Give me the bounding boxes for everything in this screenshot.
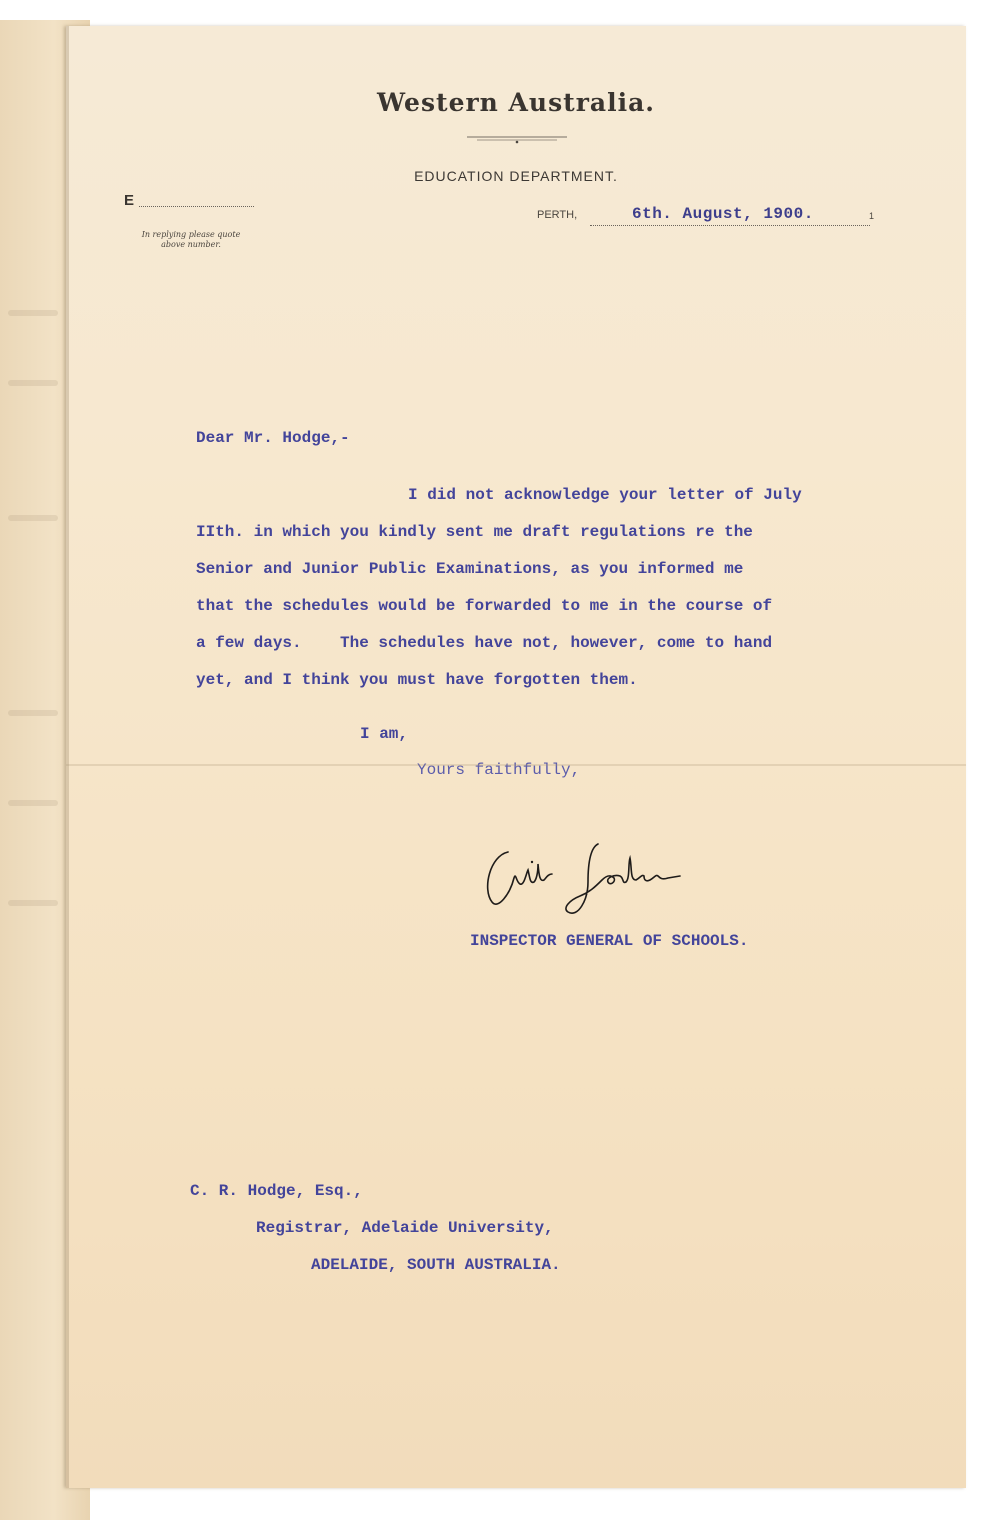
faded-mark [8,310,58,316]
body-line: I did not acknowledge your letter of July [408,486,802,504]
body-line: Senior and Junior Public Examinations, as you informed me [196,560,744,578]
signatory-title: INSPECTOR GENERAL OF SCHOOLS. [470,932,749,950]
reference-line [139,206,254,207]
date-line [590,225,870,226]
address-line: Registrar, Adelaide University, [256,1219,554,1237]
letter-date: 6th. August, 1900. [632,205,814,223]
letterhead-title: Western Australia. [377,88,655,117]
faded-mark [8,800,58,806]
address-line: ADELAIDE, SOUTH AUSTRALIA. [311,1256,561,1274]
complimentary-close: Yours faithfully, [417,761,581,779]
place-label: PERTH, [537,209,578,221]
closing-line: I am, [360,725,409,743]
letter-sheet [66,26,966,1488]
sheet-edge [66,26,69,1488]
department-heading: EDUCATION DEPARTMENT. [414,168,618,184]
faded-mark [8,710,58,716]
reference-prefix: E [124,192,135,209]
faded-mark [8,380,58,386]
date-mark: 1 [869,211,875,221]
faded-mark [8,515,58,521]
address-line: C. R. Hodge, Esq., [190,1182,363,1200]
body-line: a few days. The schedules have not, however, come to hand [196,634,773,652]
body-line: that the schedules would be forwarded to me in the course of [196,597,773,615]
reference-note: In replying please quote above number. [141,230,241,249]
faded-mark [8,900,58,906]
handwritten-signature [480,834,710,924]
salutation: Dear Mr. Hodge,- [196,429,350,447]
body-line: yet, and I think you must have forgotten them. [196,671,638,689]
letterhead-ornament [462,134,572,144]
body-line: IIth. in which you kindly sent me draft regulations re the [196,523,753,541]
